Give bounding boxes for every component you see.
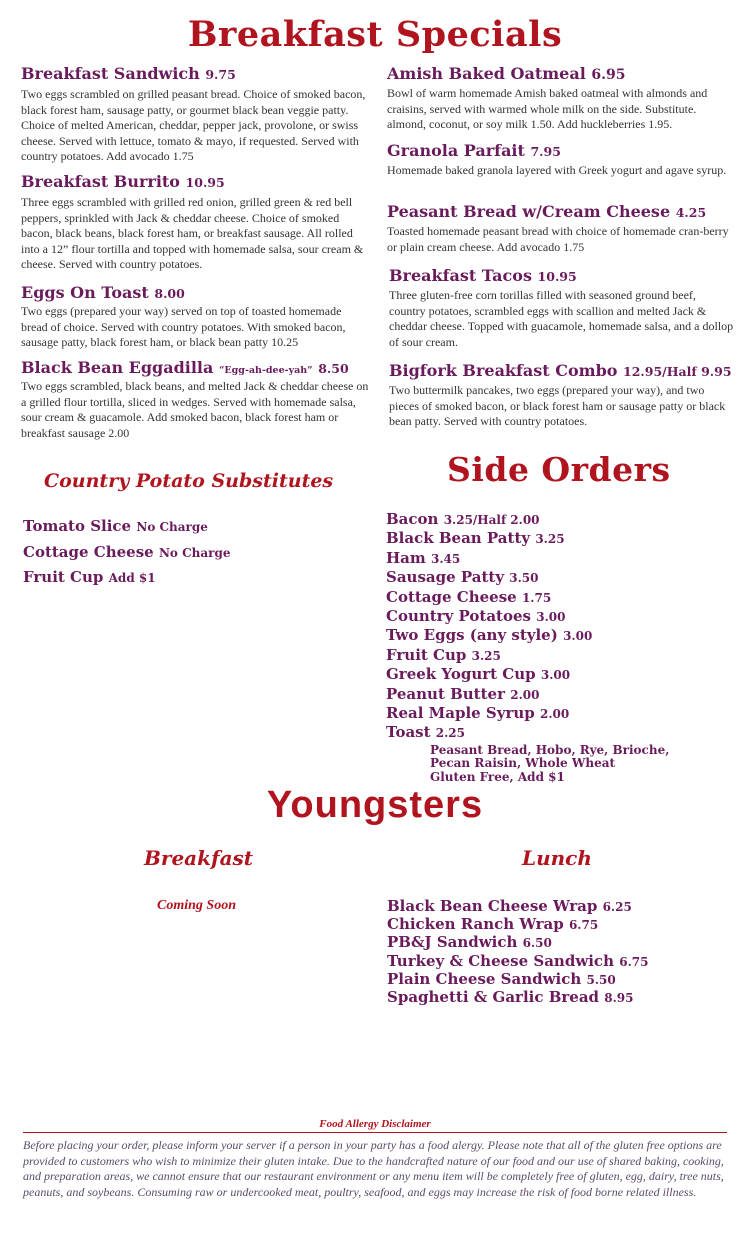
potato-list [23,514,231,591]
list-item: Turkey & Cheese Sandwich 6.75 [387,951,649,970]
page-title: Breakfast Specials [187,14,563,55]
list-item: Bacon 3.25/Half 2.00 [386,510,540,528]
item-title: Eggs On Toast 8.00 [21,283,185,302]
item-title: Granola Parfait 7.95 [387,141,561,160]
coming-soon-note: Coming Soon [157,898,236,913]
list-item: Spaghetti & Garlic Bread 8.95 [387,988,634,1007]
toast-note: Pecan Raisin, Whole Wheat [430,756,616,771]
lunch-list [387,898,648,1007]
item-description: Bowl of warm homemade Amish baked oatmeal with almonds and craisins, served with warmed whole milk on the side. Substitute. almond, coconut, or soy milk 1.50. Add huckleberries 1.95. [387,86,708,131]
youngsters-breakfast-title: Breakfast [144,846,254,870]
item-title: Breakfast Burrito 10.95 [21,172,225,191]
item-title: Amish Baked Oatmeal 6.95 [387,64,626,83]
list-item: Black Bean Patty 3.25 [386,529,565,548]
list-item: Two Eggs (any style) 3.00 [386,626,593,645]
right-item [389,266,734,350]
list-item: Toast 2.25 [386,723,466,742]
list-item: Fruit Cup 3.25 [386,645,501,664]
item-title: Peasant Bread w/Cream Cheese 4.25 [387,202,707,221]
item-description: Two eggs scrambled, black beans, and melted Jack & cheddar cheese on a grilled flour tortilla, sliced in wedges. Served with homemade salsa, sour cream & guacamole. Add smoked bacon, black forest ham or breakfast sausage 2.00 [21,379,369,440]
disclaimer-divider [23,1132,727,1133]
list-item: Greek Yogurt Cup 3.00 [386,665,571,684]
list-item: Plain Cheese Sandwich 5.50 [387,969,616,988]
left-item [21,358,371,441]
item-description: Two eggs scrambled on grilled peasant bread. Choice of smoked bacon, black forest ham, sausage patty, or gourmet black bean veggie patty. Choice of melted American, cheddar, pepper jack, provolone, or swiss cheese. Served with lettuce, tomato & mayo, if requested. Served with country potatoes. Add avocado 1.75 [21,87,366,163]
item-description: Toasted homemade peasant bread with choice of homemade cran-berry or plain cream cheese. Add avocado 1.75 [387,224,729,254]
list-item: Sausage Patty 3.50 [386,568,539,587]
potato-title: Country Potato Substitutes [44,470,334,492]
right-item [387,141,732,179]
list-item: Cottage Cheese 1.75 [386,587,552,606]
list-item: Real Maple Syrup 2.00 [386,704,570,723]
list-item: Peanut Butter 2.00 [386,684,540,703]
list-item: Black Bean Cheese Wrap 6.25 [387,897,632,915]
right-item [387,64,732,133]
left-item [21,172,371,273]
list-item: Cottage Cheese No Charge [23,542,231,561]
right-item [389,361,734,430]
toast-notes [430,744,669,785]
disclaimer-title: Food Allergy Disclaimer [319,1118,431,1130]
right-item [387,202,732,255]
list-item: Ham 3.45 [386,548,461,567]
youngsters-title: Youngsters [266,784,484,826]
list-item: Fruit Cup Add $1 [23,568,156,586]
disclaimer-text: Before placing your order, please inform your server if a person in your party has a food alergy. Please note that all of the gluten free options are provided to customers who wish to minimize their gluten intake. Due to the handcrafted nature of our food and our use of shared baking, cooking, and preparation areas, we cannot ensure that our restaurant environment or any menu item will be completely free of gluten, egg, dairy, tree nuts, peanuts, and soybeans. Consuming raw or undercooked meat, poultry, seafood, and eggs may increase the risk of food borne related illness. [23,1138,724,1199]
item-title: Breakfast Sandwich 9.75 [21,64,236,83]
left-item [21,64,371,165]
item-description: Three eggs scrambled with grilled red onion, grilled green & red bell peppers, sprinkled with Jack & cheddar cheese. Choice of smoked bacon, black beans, black forest ham, or breakfast sausage. All rolled into a 12” flour tortilla and topped with homemade salsa, sour cream & cheese. Served with country potatoes. [21,195,364,271]
left-item [21,283,371,351]
side-orders-list [386,510,669,784]
item-description: Homemade baked granola layered with Greek yogurt and agave syrup. [387,163,727,177]
toast-note: Gluten Free, Add $1 [430,769,565,784]
item-description: Three gluten-free corn torillas filled with seasoned ground beef, country potatoes, scrambled eggs with scallion and melted Jack & cheddar cheese. Topped with guacamole, homemade salsa, and a dollop of sour cream. [389,288,734,349]
item-description: Two eggs (prepared your way) served on top of toasted homemade bread of choice. Served with country potatoes. With smoked bacon, sausage patty, black forest ham, or black bean patty 10.25 [21,304,346,349]
side-orders-title: Side Orders [447,450,671,489]
item-title: Bigfork Breakfast Combo 12.95/Half 9.95 [389,361,732,380]
item-description: Two buttermilk pancakes, two eggs (prepared your way), and two pieces of smoked bacon, or black forest ham or sausage patty or black bean patty. Served with country potatoes. [389,383,726,428]
list-item: Country Potatoes 3.00 [386,607,566,626]
list-item: PB&J Sandwich 6.50 [387,933,552,952]
list-item: Chicken Ranch Wrap 6.75 [387,915,599,934]
youngsters-lunch-title: Lunch [522,846,592,870]
item-title: Breakfast Tacos 10.95 [389,266,577,285]
list-item: Tomato Slice No Charge [23,517,208,535]
toast-note: Peasant Bread, Hobo, Rye, Brioche, [430,742,670,757]
item-title: Black Bean Eggadilla “Egg-ah-dee-yah” 8.50 [21,358,349,377]
